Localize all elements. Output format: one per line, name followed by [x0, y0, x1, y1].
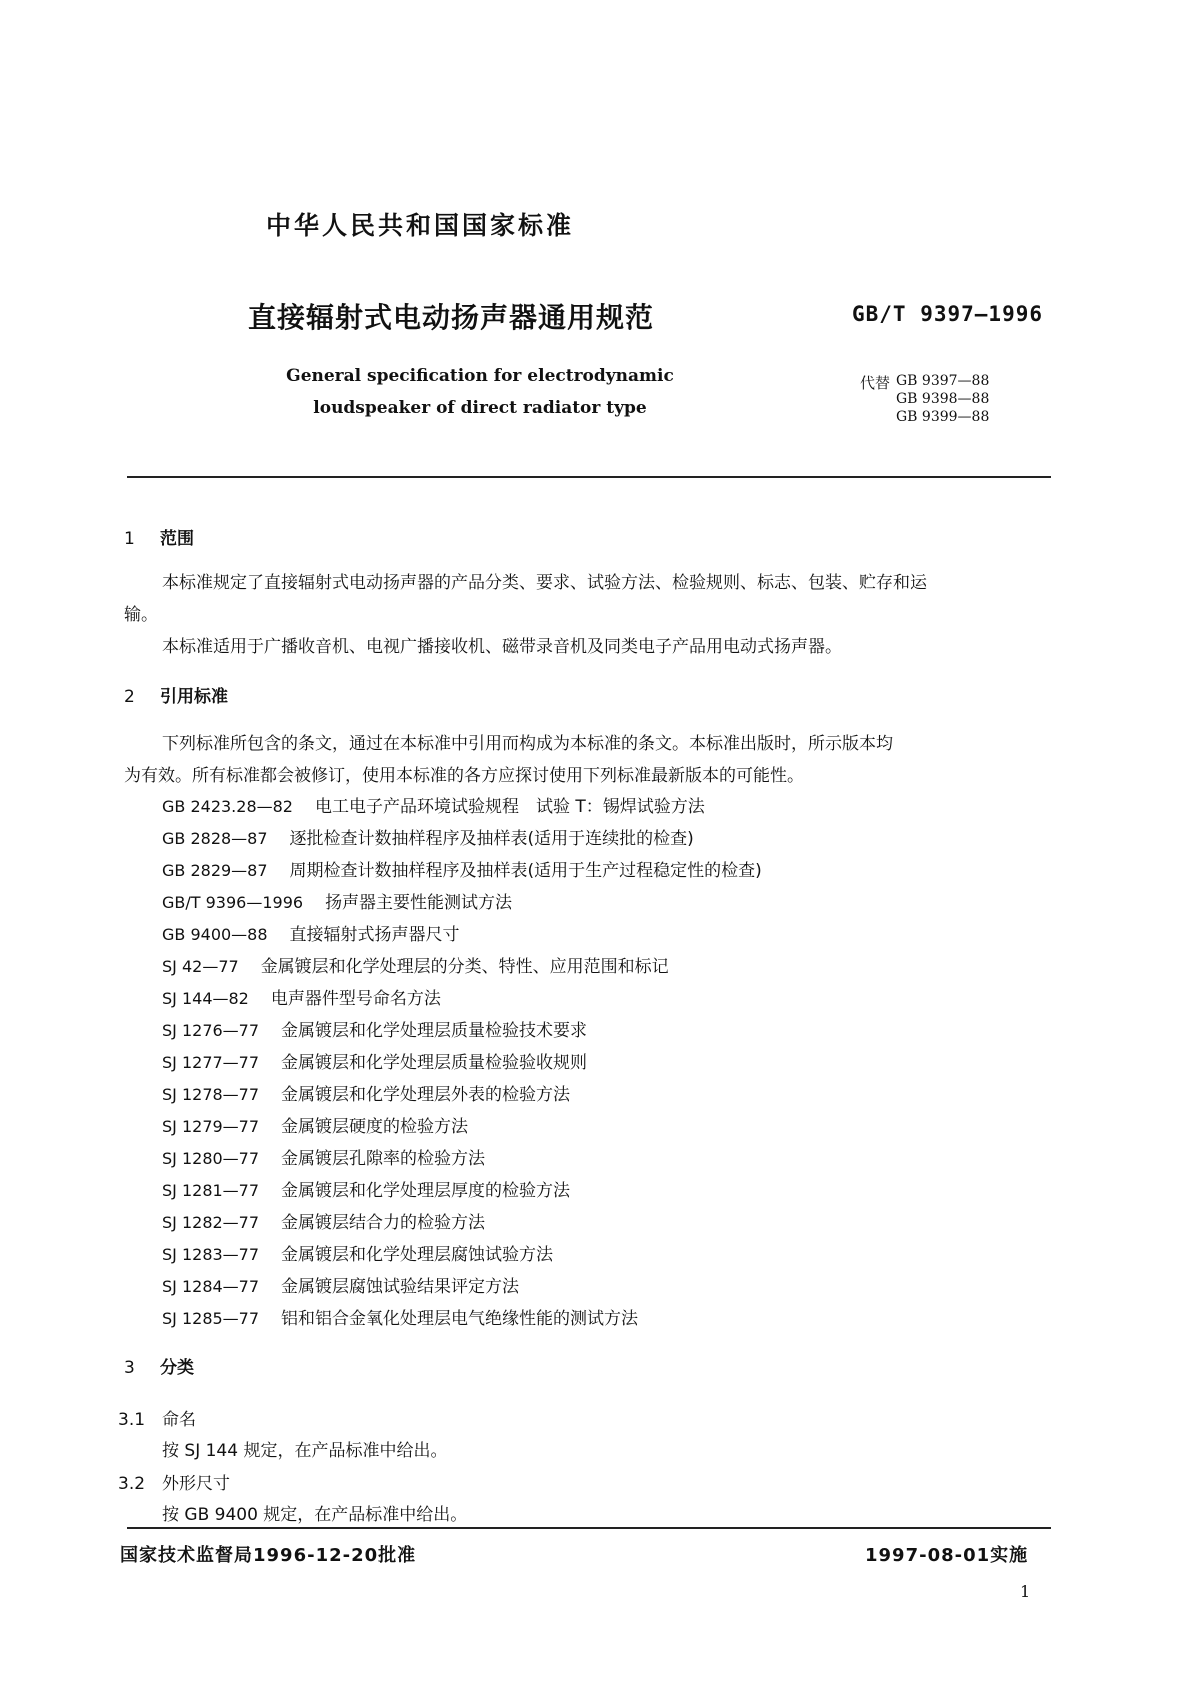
reference-code: GB 9400—88 [162, 925, 268, 944]
reference-title: 金属镀层和化学处理层外表的检验方法 [281, 1085, 571, 1105]
reference-item [162, 1143, 762, 1175]
reference-item [162, 1175, 762, 1207]
paragraph: 下列标准所包含的条文，通过在本标准中引用而构成为本标准的条文。本标准出版时，所示版本均 [162, 734, 893, 754]
paragraph: 本标准规定了直接辐射式电动扬声器的产品分类、要求、试验方法、检验规则、标志、包装、贮存和运 [162, 573, 927, 593]
reference-code: SJ 144—82 [162, 989, 249, 1008]
reference-item [162, 1079, 762, 1111]
reference-title: 逐批检查计数抽样程序及抽样表(适用于连续批的检查) [289, 829, 694, 849]
approval-date: 国家技术监督局1996-12-20批准 [120, 1545, 417, 1566]
reference-code: SJ 1285—77 [162, 1309, 260, 1328]
reference-title: 铝和铝合金氧化处理层电气绝缘性能的测试方法 [281, 1309, 639, 1329]
reference-title: 电工电子产品环境试验规程 试验 T：锡焊试验方法 [314, 797, 705, 817]
reference-code: GB/T 9396—1996 [162, 893, 304, 912]
reference-item [162, 951, 762, 983]
reference-title: 金属镀层和化学处理层厚度的检验方法 [281, 1181, 571, 1201]
reference-item [162, 919, 762, 951]
reference-item [162, 887, 762, 919]
reference-title: 金属镀层孔隙率的检验方法 [281, 1149, 486, 1169]
reference-item [162, 791, 762, 823]
standard-title-chinese: 直接辐射式电动扬声器通用规范 [248, 301, 655, 334]
reference-title: 金属镀层和化学处理层的分类、特性、应用范围和标记 [260, 957, 669, 977]
subsection-number: 3.2 [118, 1474, 146, 1494]
reference-item [162, 1015, 762, 1047]
section-title: 分类 [160, 1358, 194, 1378]
page-number: 1 [1020, 1582, 1031, 1601]
subsection-title: 外形尺寸 [162, 1474, 230, 1494]
national-standard-heading: 中华人民共和国国家标准 [265, 211, 574, 240]
reference-code: SJ 1283—77 [162, 1245, 260, 1264]
subsection-3-1-heading [118, 1405, 196, 1430]
reference-item [162, 1239, 762, 1271]
section-number: 2 [124, 687, 135, 707]
reference-title: 电声器件型号命名方法 [270, 989, 441, 1009]
subsection-3-2-heading [118, 1469, 230, 1494]
standard-title-english-line2: loudspeaker of direct radiator type [313, 398, 647, 418]
reference-code: GB 2828—87 [162, 829, 268, 848]
reference-title: 金属镀层和化学处理层腐蚀试验方法 [281, 1245, 554, 1265]
reference-title: 周期检查计数抽样程序及抽样表(适用于生产过程稳定性的检查) [289, 861, 762, 881]
section-1-heading [124, 524, 194, 549]
reference-title: 直接辐射式扬声器尺寸 [289, 925, 460, 945]
reference-code: SJ 1279—77 [162, 1117, 260, 1136]
replaces-label: 代替 [860, 374, 891, 392]
section-title: 引用标准 [160, 687, 228, 707]
reference-code: SJ 42—77 [162, 957, 239, 976]
reference-item [162, 1303, 762, 1335]
paragraph: 为有效。所有标准都会被修订，使用本标准的各方应探讨使用下列标准最新版本的可能性。 [124, 766, 804, 786]
reference-code: SJ 1282—77 [162, 1213, 260, 1232]
paragraph: 按 SJ 144 规定，在产品标准中给出。 [162, 1441, 448, 1461]
reference-title: 扬声器主要性能测试方法 [325, 893, 513, 913]
replaced-standard: GB 9397—88 [896, 373, 990, 389]
paragraph: 输。 [124, 605, 158, 625]
reference-code: SJ 1280—77 [162, 1149, 260, 1168]
reference-title: 金属镀层结合力的检验方法 [281, 1213, 486, 1233]
reference-code: SJ 1281—77 [162, 1181, 260, 1200]
paragraph: 本标准适用于广播收音机、电视广播接收机、磁带录音机及同类电子产品用电动式扬声器。 [162, 637, 842, 657]
reference-code: GB 2423.28—82 [162, 797, 293, 816]
implementation-date: 1997-08-01实施 [865, 1545, 1029, 1566]
section-2-heading [124, 682, 228, 707]
section-3-heading [124, 1353, 194, 1378]
section-number: 1 [124, 529, 135, 549]
replaced-standard: GB 9398—88 [896, 391, 990, 407]
reference-item [162, 1047, 762, 1079]
reference-item [162, 855, 762, 887]
reference-list [162, 791, 762, 1335]
reference-code: SJ 1276—77 [162, 1021, 260, 1040]
reference-title: 金属镀层硬度的检验方法 [281, 1117, 469, 1137]
replaced-standard: GB 9399—88 [896, 409, 990, 425]
section-number: 3 [124, 1358, 135, 1378]
footer-divider [127, 1527, 1051, 1529]
reference-item [162, 1207, 762, 1239]
reference-code: SJ 1284—77 [162, 1277, 260, 1296]
subsection-number: 3.1 [118, 1410, 146, 1430]
reference-title: 金属镀层和化学处理层质量检验验收规则 [281, 1053, 588, 1073]
reference-code: SJ 1277—77 [162, 1053, 260, 1072]
reference-code: GB 2829—87 [162, 861, 268, 880]
reference-item [162, 1111, 762, 1143]
section-title: 范围 [160, 529, 194, 549]
standard-title-english-line1: General specification for electrodynamic [286, 366, 674, 386]
subsection-title: 命名 [162, 1410, 196, 1430]
reference-code: SJ 1278—77 [162, 1085, 260, 1104]
reference-item [162, 823, 762, 855]
reference-title: 金属镀层和化学处理层质量检验技术要求 [281, 1021, 588, 1041]
reference-title: 金属镀层腐蚀试验结果评定方法 [281, 1277, 520, 1297]
reference-item [162, 1271, 762, 1303]
standard-number: GB/T 9397—1996 [852, 302, 1044, 326]
paragraph: 按 GB 9400 规定，在产品标准中给出。 [162, 1505, 468, 1525]
reference-item [162, 983, 762, 1015]
header-divider [127, 476, 1051, 478]
